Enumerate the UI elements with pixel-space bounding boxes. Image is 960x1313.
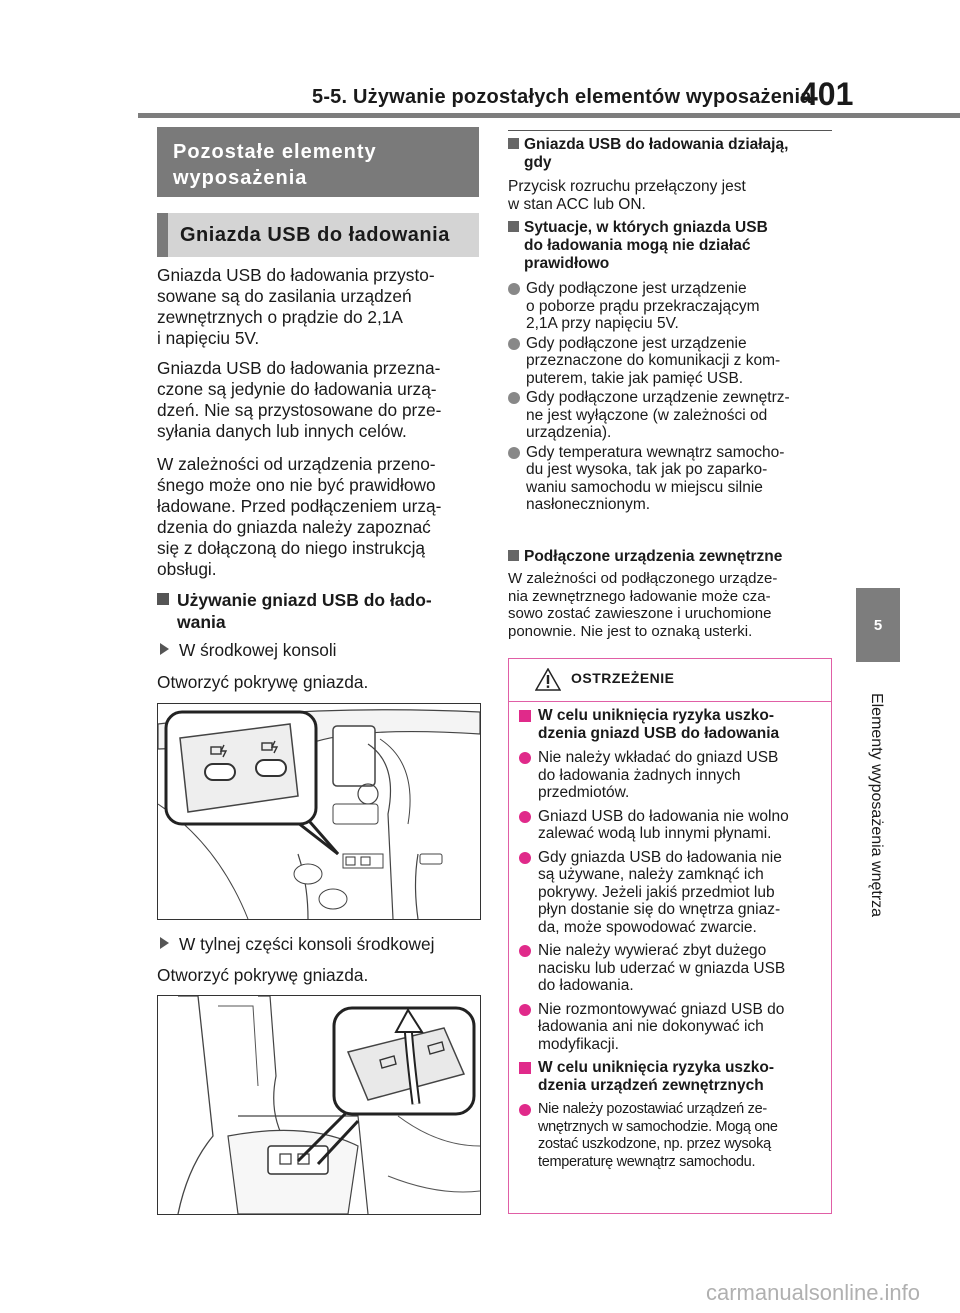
chapter-side-label-text: Elementy wyposażenia wnętrza — [868, 692, 885, 918]
warning-heading-2: W celu uniknięcia ryzyka uszko- dzenia urządzeń zewnętrznych — [519, 1059, 824, 1095]
circle-bullet-icon — [508, 447, 520, 459]
paragraph-1 — [157, 265, 482, 349]
square-bullet-icon — [508, 138, 519, 149]
usage-item-2-text: Otworzyć pokrywę gniazda. — [157, 965, 369, 985]
circle-bullet-icon — [519, 811, 531, 823]
text-line: ładowane. Przed podłączeniem urzą- — [157, 496, 442, 516]
text-line: obsługi. — [157, 559, 217, 579]
list-item: Gdy podłączone jest urządzenie przeznaczone do komunikacji z kom- puterem, takie jak pamięć USB. — [508, 335, 838, 388]
warning-item: Nie należy wywierać zbyt dużego nacisku lub uderzać w gniazda USB do ładowania. — [519, 942, 824, 995]
circle-bullet-icon — [508, 338, 520, 350]
circle-bullet-icon — [519, 945, 531, 957]
rear-console-drawing — [158, 996, 480, 1214]
text-line: i napięciu 5V. — [157, 328, 260, 348]
circle-bullet-icon — [519, 1004, 531, 1016]
arrow-bullet-icon — [160, 937, 169, 949]
warning-item: Nie należy pozostawiać urządzeń ze- wnętrznych w samochodzie. Mogą one zostać uszkodzone, np. przez wysoką temperaturę wewnątrz samochodu. — [519, 1101, 824, 1171]
text-line: sowane są do zasilania urządzeń — [157, 286, 412, 306]
warning-heading-1: W celu uniknięcia ryzyka uszko- dzenia gniazd USB do ładowania — [519, 707, 824, 743]
heading-may-not-work: Sytuacje, w których gniazda USB do ładowania mogą nie działać prawidłowo — [508, 219, 838, 273]
usage-item-1-label: W środkowej konsoli — [160, 640, 337, 661]
warning-title: OSTRZEŻENIE — [571, 670, 675, 686]
text-line: czone są jedynie do ładowania urzą- — [157, 379, 437, 399]
page-number: 401 — [800, 76, 854, 112]
paragraph-3 — [157, 454, 482, 580]
circle-bullet-icon — [508, 283, 520, 295]
text-line: zewnętrznych o prądzie do 2,1A — [157, 307, 403, 327]
warning-item: Nie rozmontowywać gniazd USB do ładowania ani nie dokonywać ich modyfikacji. — [519, 1001, 824, 1054]
chapter-tab: 5 — [856, 588, 900, 662]
watermark: carmanualsonline.info — [706, 1280, 921, 1305]
text-line: dzeń. Nie są przystosowane do prze- — [157, 400, 442, 420]
square-bullet-icon — [508, 221, 519, 232]
warning-triangle-icon — [535, 668, 561, 691]
subsection-title: Gniazda USB do ładowania — [157, 213, 479, 257]
circle-bullet-icon — [519, 852, 531, 864]
square-bullet-icon — [519, 1062, 531, 1074]
warning-item: Gdy gniazda USB do ładowania nie są używane, należy zamknąć ich pokrywy. Jeżeli jakiś przedmiot lub płyn dostanie się do wnętrza gniaz- da, może spowodować zwarcie. — [519, 849, 824, 937]
warning-box — [508, 658, 832, 1214]
warning-header — [509, 659, 831, 702]
warning-item: Nie należy wkładać do gniazd USB do ładowania żadnych innych przedmiotów. — [519, 749, 824, 802]
square-bullet-icon — [157, 593, 169, 605]
center-console-drawing — [158, 704, 480, 919]
text-line: W zależności od urządzenia przeno- — [157, 454, 436, 474]
square-bullet-icon — [519, 710, 531, 722]
arrow-bullet-icon — [160, 643, 169, 655]
running-header-title: 5-5. Używanie pozostałych elementów wyposażenia — [312, 86, 812, 108]
chapter-side-label — [866, 676, 886, 936]
circle-bullet-icon — [519, 1104, 531, 1116]
text-line: dzenia do gniazda należy zapoznać — [157, 517, 431, 537]
usage-item-2-label: W tylnej części konsoli środkowej — [160, 934, 434, 955]
heading-external-devices: Podłączone urządzenia zewnętrzne — [508, 548, 838, 566]
external-devices-text: W zależności od podłączonego urządze- nia zewnętrznego ładowanie może cza- sowo zostać zawieszone i uruchomione ponownie. Nie jest to oznaką usterki. — [508, 570, 778, 640]
list-item: Gdy temperatura wewnątrz samocho- du jest wysoka, tak jak po zaparko- waniu samochodu w miejscu silnie nasłonecznionym. — [508, 444, 838, 514]
heading-usb-works-when: Gniazda USB do ładowania działają, gdy — [508, 136, 838, 172]
text-line: śnego może ono nie być prawidłowo — [157, 475, 436, 495]
list-item: Gdy podłączone urządzenie zewnętrz- ne jest wyłączone (w zależności od urządzenia). — [508, 389, 838, 442]
circle-bullet-icon — [508, 392, 520, 404]
usb-works-when-text: Przycisk rozruchu przełączony jest w stan ACC lub ON. — [508, 178, 746, 213]
rear-console-illustration — [157, 995, 481, 1215]
circle-bullet-icon — [519, 752, 531, 764]
text-line: Gniazda USB do ładowania przezna- — [157, 358, 441, 378]
section-title: Pozostałe elementy wyposażenia — [157, 127, 479, 197]
usage-heading: Używanie gniazd USB do łado- wania — [157, 589, 482, 633]
list-item: Gdy podłączone jest urządzenie o poborze prądu przekraczającym 2,1A przy napięciu 5V. — [508, 280, 838, 333]
text-line: Gniazda USB do ładowania przysto- — [157, 265, 435, 285]
square-bullet-icon — [508, 550, 519, 561]
header-rule — [138, 113, 960, 118]
text-line: się z dołączoną do niego instrukcją — [157, 538, 426, 558]
center-console-illustration — [157, 703, 481, 920]
text-line: syłania danych lub innych celów. — [157, 421, 407, 441]
paragraph-2 — [157, 358, 482, 442]
may-not-work-list — [508, 280, 838, 514]
usage-item-1-text: Otworzyć pokrywę gniazda. — [157, 672, 369, 692]
warning-item: Gniazd USB do ładowania nie wolno zalewać wodą lub innymi płynami. — [519, 808, 824, 843]
right-column-rule — [508, 130, 832, 131]
warning-content — [519, 707, 824, 1171]
